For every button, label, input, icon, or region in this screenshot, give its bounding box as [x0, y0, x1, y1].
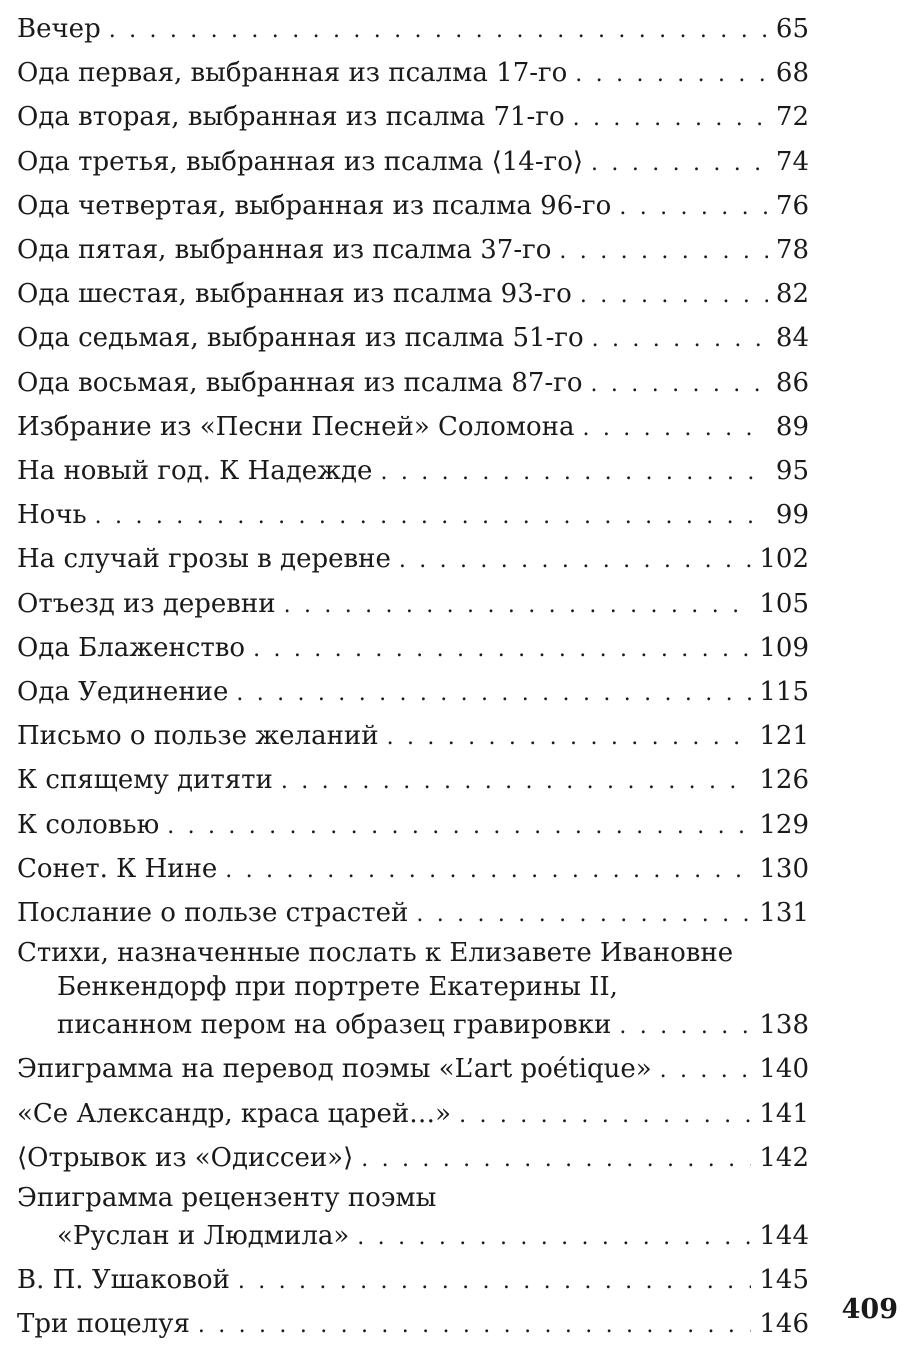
toc-entry-title-text: Ода восьмая, выбранная из псалма 87-го: [17, 367, 583, 398]
toc-entry-title-text: Письмо о пользе желаний: [17, 721, 379, 752]
dot-leader: [361, 1138, 751, 1181]
toc-entry-title: [17, 52, 809, 96]
dot-leader: [109, 9, 768, 52]
toc-entry-page: 72: [775, 102, 809, 133]
dot-leader: [167, 805, 751, 848]
toc-entry-title-text: Стихи, назначенные послать к Елизавете Ивановне: [17, 938, 734, 969]
toc-entry-title: [17, 583, 809, 627]
toc-entry-title: [17, 1048, 809, 1092]
toc-entry-title: [17, 671, 809, 715]
toc-entry: [17, 1048, 809, 1092]
dot-leader: [238, 1260, 752, 1303]
toc-entry-title: [17, 362, 809, 406]
dot-leader: [582, 407, 767, 450]
toc-entry-title: [17, 8, 809, 52]
toc-entry-page: 121: [759, 721, 809, 752]
dot-leader: [575, 53, 768, 96]
toc-entry-title: [17, 1137, 809, 1181]
toc-entry-title-text: «Руслан и Людмила»: [57, 1221, 350, 1252]
toc-entry: [17, 538, 809, 582]
dot-leader: [357, 1216, 751, 1259]
dot-leader: [95, 495, 768, 538]
toc-entry-page: 82: [775, 279, 809, 310]
dot-leader: [459, 1094, 751, 1137]
toc-entry-title: [17, 1303, 809, 1347]
toc-entry: [17, 671, 809, 715]
toc-entry-title: [17, 1181, 809, 1215]
toc-entry: [17, 1093, 809, 1137]
dot-leader: [253, 628, 751, 671]
toc-entry-title: [17, 936, 809, 970]
toc-entry-title-text: Ночь: [17, 500, 87, 531]
toc-entry: [17, 185, 809, 229]
toc-entry-title-text: Ода четвертая, выбранная из псалма 96-го: [17, 190, 612, 221]
toc-entry-title-text: Ода шестая, выбранная из псалма 93-го: [17, 279, 572, 310]
toc-entry-title-continuation: [17, 1215, 809, 1259]
dot-leader: [284, 584, 752, 627]
toc-entry-title: [17, 450, 809, 494]
toc-entry-page: 74: [775, 146, 809, 177]
toc-entry-title-text: Ода третья, выбранная из псалма ⟨14-го⟩: [17, 146, 584, 177]
toc-entry-page: 76: [775, 190, 809, 221]
toc-entry-title-text: Послание о пользе страстей: [17, 898, 409, 929]
dot-leader: [416, 893, 751, 936]
toc-entry-title-text: Вечер: [17, 14, 101, 44]
toc-entry: [17, 494, 809, 538]
dot-leader: [281, 760, 751, 803]
toc-entry-page: 65: [775, 14, 809, 44]
toc-entry-title-text: В. П. Ушаковой: [17, 1265, 230, 1296]
toc-entry: [17, 848, 809, 892]
toc-entry: [17, 627, 809, 671]
toc-entry-page: 145: [759, 1265, 809, 1296]
toc-entry-page: 126: [759, 765, 809, 796]
toc-entry-page: 105: [759, 588, 809, 619]
toc-entry: [17, 8, 809, 52]
dot-leader: [660, 1049, 752, 1092]
toc-entry-title: [17, 494, 809, 538]
dot-leader: [559, 230, 767, 273]
toc-entry-title: [17, 848, 809, 892]
toc-entry-title: [17, 715, 809, 759]
toc-entry: [17, 583, 809, 627]
toc-entry-page: 140: [759, 1054, 809, 1085]
dot-leader: [580, 274, 768, 317]
toc-entry-title-text: Ода Блаженство: [17, 632, 246, 663]
toc-entry-title-text: Сонет. К Нине: [17, 853, 218, 884]
dot-leader: [225, 849, 751, 892]
dot-leader: [619, 1005, 751, 1048]
toc-entry-title: [17, 406, 809, 450]
toc-entry: [17, 450, 809, 494]
toc-entry-page: 115: [759, 677, 809, 708]
toc-entry-page: 78: [775, 235, 809, 266]
toc-entry-title-continuation: [17, 970, 809, 1004]
dot-leader: [236, 672, 751, 715]
toc-entry-title: [17, 759, 809, 803]
toc-entry: [17, 936, 809, 1048]
toc-entry-title-text: Ода вторая, выбранная из псалма 71-го: [17, 102, 565, 133]
toc-entry-title: [17, 1093, 809, 1137]
dot-leader: [619, 186, 768, 229]
toc-entry-page: 102: [759, 544, 809, 575]
toc-entry-title: [17, 317, 809, 361]
toc-entry-title-text: На случай грозы в деревне: [17, 544, 391, 575]
toc-entry: [17, 229, 809, 273]
toc-entry: [17, 1259, 809, 1303]
toc-entry-title-text: Ода первая, выбранная из псалма 17-го: [17, 58, 568, 89]
toc-entry-title: [17, 185, 809, 229]
table-of-contents: [17, 8, 809, 1348]
toc-entry-title: [17, 538, 809, 582]
toc-entry-title-text: Три поцелуя: [17, 1309, 190, 1340]
toc-entry-title-text: На новый год. К Надежде: [17, 456, 373, 487]
toc-entry-page: 99: [775, 500, 809, 531]
toc-entry-title: [17, 804, 809, 848]
toc-entry: [17, 317, 809, 361]
toc-entry-page: 142: [759, 1142, 809, 1173]
toc-entry-title-text: Бенкендорф при портрете Екатерины II,: [57, 972, 618, 1003]
toc-entry-title-text: Ода седьмая, выбранная из псалма 51-го: [17, 323, 584, 354]
dot-leader: [198, 1304, 751, 1347]
dot-leader: [387, 716, 752, 759]
toc-entry-page: 141: [759, 1098, 809, 1129]
toc-entry-title-text: ⟨Отрывок из «Одиссеи»⟩: [17, 1142, 354, 1173]
toc-entry-page: 89: [775, 411, 809, 442]
toc-entry-title-text: Ода пятая, выбранная из псалма 37-го: [17, 235, 552, 266]
toc-entry-title-text: писанном пером на образец гравировки: [57, 1010, 612, 1041]
toc-entry-title-text: К соловью: [17, 809, 160, 840]
toc-entry-title-text: К спящему дитяти: [17, 765, 273, 796]
toc-entry-title-text: Эпиграмма рецензенту поэмы: [17, 1183, 437, 1214]
dot-leader: [592, 318, 768, 361]
page-number: 409: [841, 1294, 898, 1325]
toc-entry-title: [17, 96, 809, 140]
toc-entry: [17, 362, 809, 406]
dot-leader: [399, 539, 752, 582]
toc-entry: [17, 273, 809, 317]
toc-entry-page: 68: [775, 58, 809, 89]
toc-entry: [17, 1303, 809, 1347]
dot-leader: [380, 451, 767, 494]
toc-entry-page: 144: [759, 1221, 809, 1252]
toc-entry-title: [17, 892, 809, 936]
toc-entry-page: 84: [775, 323, 809, 354]
toc-entry-title-text: Отъезд из деревни: [17, 588, 276, 619]
toc-entry-page: 130: [759, 853, 809, 884]
toc-entry-title: [17, 229, 809, 273]
toc-entry: [17, 1181, 809, 1259]
toc-entry-title-text: «Се Александр, краса царей…»: [17, 1098, 452, 1129]
toc-entry-page: 129: [759, 809, 809, 840]
dot-leader: [591, 363, 768, 406]
toc-entry-title: [17, 1259, 809, 1303]
toc-entry-title-text: Эпиграмма на перевод поэмы «L’art poétique»: [17, 1054, 652, 1085]
toc-entry-title-continuation: [17, 1004, 809, 1048]
toc-entry-title-text: Избрание из «Песни Песней» Соломона: [17, 411, 575, 442]
toc-entry: [17, 759, 809, 803]
toc-entry-page: 138: [759, 1010, 809, 1041]
dot-leader: [591, 142, 768, 185]
toc-entry: [17, 892, 809, 936]
toc-entry-page: 146: [759, 1309, 809, 1340]
toc-entry: [17, 1137, 809, 1181]
toc-entry-page: 95: [775, 456, 809, 487]
toc-entry-title: [17, 627, 809, 671]
toc-entry-title: [17, 273, 809, 317]
toc-entry-page: 86: [775, 367, 809, 398]
toc-entry-page: 109: [759, 632, 809, 663]
toc-entry: [17, 96, 809, 140]
toc-entry-title: [17, 141, 809, 185]
dot-leader: [573, 97, 768, 140]
toc-entry: [17, 804, 809, 848]
toc-entry: [17, 52, 809, 96]
toc-entry: [17, 406, 809, 450]
toc-entry: [17, 715, 809, 759]
toc-entry-title-text: Ода Уединение: [17, 677, 229, 708]
toc-entry: [17, 141, 809, 185]
toc-entry-page: 131: [759, 898, 809, 929]
